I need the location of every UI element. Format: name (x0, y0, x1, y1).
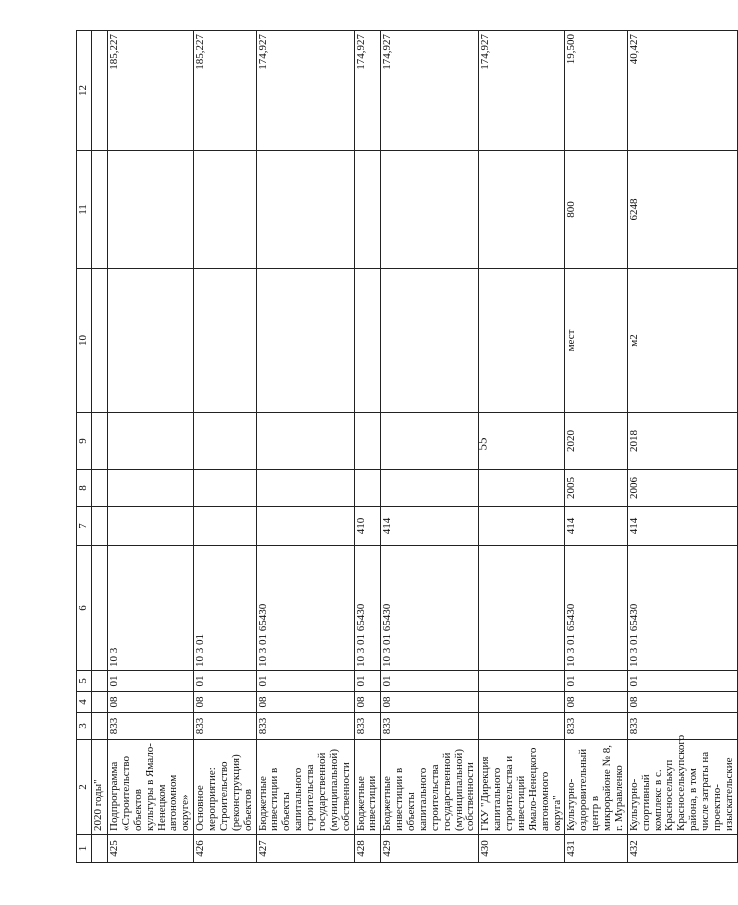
column-header: 3 (77, 713, 92, 740)
cell-col-10 (194, 269, 256, 413)
cell-col-2: Подпрограмма «Строительство объектов культуры в Ямало-Ненецком автономном округе» (108, 740, 194, 835)
cell-col-12: 174,927 (381, 31, 479, 151)
cell-col-12: 174,927 (256, 31, 354, 151)
cell-col-1: 432 (627, 835, 737, 863)
cell-col-11 (92, 151, 108, 269)
cell-col-11: 6248 (627, 151, 737, 269)
cell-col-5: 01 (354, 671, 381, 692)
cell-col-4: 08 (565, 692, 627, 713)
cell-col-3: 833 (194, 713, 256, 740)
cell-col-1: 431 (565, 835, 627, 863)
cell-col-6: 10 3 01 65430 (627, 546, 737, 671)
cell-col-7 (479, 507, 565, 546)
cell-col-2: 2020 годы" (92, 740, 108, 835)
cell-col-6: 10 3 01 65430 (256, 546, 354, 671)
column-header: 9 (77, 413, 92, 470)
cell-col-5 (479, 671, 565, 692)
page-number: 55 (474, 437, 490, 451)
cell-col-2: ГКУ "Дирекция капитального строительства и инвестиций Ямало-Ненецкого автономного округа" (479, 740, 565, 835)
column-header: 7 (77, 507, 92, 546)
cell-col-6 (92, 546, 108, 671)
cell-col-1: 428 (354, 835, 381, 863)
cell-col-10: м2 (627, 269, 737, 413)
column-header: 11 (77, 151, 92, 269)
cell-col-4 (479, 692, 565, 713)
table-row (565, 31, 627, 863)
cell-col-5: 01 (108, 671, 194, 692)
cell-col-9 (479, 413, 565, 470)
cell-col-8 (108, 470, 194, 507)
cell-col-11 (479, 151, 565, 269)
table-row (354, 31, 381, 863)
cell-col-10 (381, 269, 479, 413)
cell-col-9 (92, 413, 108, 470)
cell-col-1: 425 (108, 835, 194, 863)
cell-col-8: 2006 (627, 470, 737, 507)
cell-col-5: 01 (256, 671, 354, 692)
cell-col-3: 833 (627, 713, 737, 740)
cell-col-4: 08 (256, 692, 354, 713)
cell-col-8 (381, 470, 479, 507)
cell-col-10 (479, 269, 565, 413)
cell-col-6: 10 3 01 (194, 546, 256, 671)
cell-col-10: мест (565, 269, 627, 413)
cell-col-9 (354, 413, 381, 470)
cell-col-5: 01 (194, 671, 256, 692)
cell-col-9: 2018 (627, 413, 737, 470)
cell-col-7 (92, 507, 108, 546)
cell-col-3: 833 (381, 713, 479, 740)
cell-col-2: Культурно-оздоровительный центр в микрорайоне № 8, г. Муравленко (565, 740, 627, 835)
cell-col-1: 426 (194, 835, 256, 863)
budget-table-rotated (76, 31, 735, 863)
budget-table (76, 30, 738, 863)
cell-col-6: 10 3 01 65430 (565, 546, 627, 671)
cell-col-9 (194, 413, 256, 470)
cell-col-4: 08 (108, 692, 194, 713)
cell-col-5: 01 (381, 671, 479, 692)
cell-col-8 (92, 470, 108, 507)
cell-col-7 (108, 507, 194, 546)
cell-col-11 (256, 151, 354, 269)
cell-col-8 (479, 470, 565, 507)
cell-col-12 (92, 31, 108, 151)
cell-col-12: 40,427 (627, 31, 737, 151)
cell-col-10 (92, 269, 108, 413)
cell-col-11 (381, 151, 479, 269)
cell-col-7: 414 (381, 507, 479, 546)
cell-col-2: Бюджетные инвестиции в объекты капитального строительства государственной (муниципальной) собственности (381, 740, 479, 835)
cell-col-5: 01 (565, 671, 627, 692)
cell-col-11 (108, 151, 194, 269)
cell-col-11 (194, 151, 256, 269)
cell-col-8 (256, 470, 354, 507)
cell-col-9 (256, 413, 354, 470)
cell-col-7: 414 (627, 507, 737, 546)
table-row (627, 31, 737, 863)
column-header: 10 (77, 269, 92, 413)
cell-col-4: 08 (627, 692, 737, 713)
column-header: 4 (77, 692, 92, 713)
cell-col-12: 185,227 (194, 31, 256, 151)
cell-col-7: 414 (565, 507, 627, 546)
cell-col-7 (256, 507, 354, 546)
cell-col-7: 410 (354, 507, 381, 546)
cell-col-3: 833 (108, 713, 194, 740)
cell-col-6: 10 3 01 65430 (354, 546, 381, 671)
column-header: 5 (77, 671, 92, 692)
column-header: 6 (77, 546, 92, 671)
cell-col-11: 800 (565, 151, 627, 269)
table-row (256, 31, 354, 863)
cell-col-12: 174,927 (479, 31, 565, 151)
cell-col-7 (194, 507, 256, 546)
cell-col-11 (354, 151, 381, 269)
column-number-row (77, 31, 92, 863)
column-header: 12 (77, 31, 92, 151)
table-row (479, 31, 565, 863)
cell-col-2: Бюджетные инвестиции (354, 740, 381, 835)
cell-col-3: 833 (256, 713, 354, 740)
table-row (194, 31, 256, 863)
cell-col-4 (92, 692, 108, 713)
cell-col-12: 185,227 (108, 31, 194, 151)
table-row (381, 31, 479, 863)
cell-col-9: 2020 (565, 413, 627, 470)
table-row (108, 31, 194, 863)
cell-col-9 (381, 413, 479, 470)
cell-col-8 (194, 470, 256, 507)
cell-col-12: 19,500 (565, 31, 627, 151)
cell-col-6 (479, 546, 565, 671)
cell-col-10 (256, 269, 354, 413)
cell-col-2: Основное мероприятие: Строительство (реконструкция) объектов (194, 740, 256, 835)
column-header: 8 (77, 470, 92, 507)
cell-col-3 (92, 713, 108, 740)
cell-col-1: 430 (479, 835, 565, 863)
cell-col-1: 429 (381, 835, 479, 863)
cell-col-2: Культурно-спортивный комплекс в с. Красноселькуп Красноселькупского района, в том числе затраты на проектно-изыскательские (627, 740, 737, 835)
column-header: 2 (77, 740, 92, 835)
cell-col-9 (108, 413, 194, 470)
cell-col-5 (92, 671, 108, 692)
cell-col-10 (108, 269, 194, 413)
table-row (92, 31, 108, 863)
cell-col-3: 833 (565, 713, 627, 740)
cell-col-6: 10 3 (108, 546, 194, 671)
cell-col-2: Бюджетные инвестиции в объекты капитального строительства государственной (муниципальной) собственности (256, 740, 354, 835)
cell-col-3 (479, 713, 565, 740)
cell-col-12: 174,927 (354, 31, 381, 151)
cell-col-1: 427 (256, 835, 354, 863)
cell-col-6: 10 3 01 65430 (381, 546, 479, 671)
cell-col-4: 08 (354, 692, 381, 713)
column-header: 1 (77, 835, 92, 863)
cell-col-5: 01 (627, 671, 737, 692)
cell-col-8 (354, 470, 381, 507)
cell-col-10 (354, 269, 381, 413)
cell-col-4: 08 (194, 692, 256, 713)
cell-col-4: 08 (381, 692, 479, 713)
cell-col-3: 833 (354, 713, 381, 740)
cell-col-8: 2005 (565, 470, 627, 507)
cell-col-1 (92, 835, 108, 863)
